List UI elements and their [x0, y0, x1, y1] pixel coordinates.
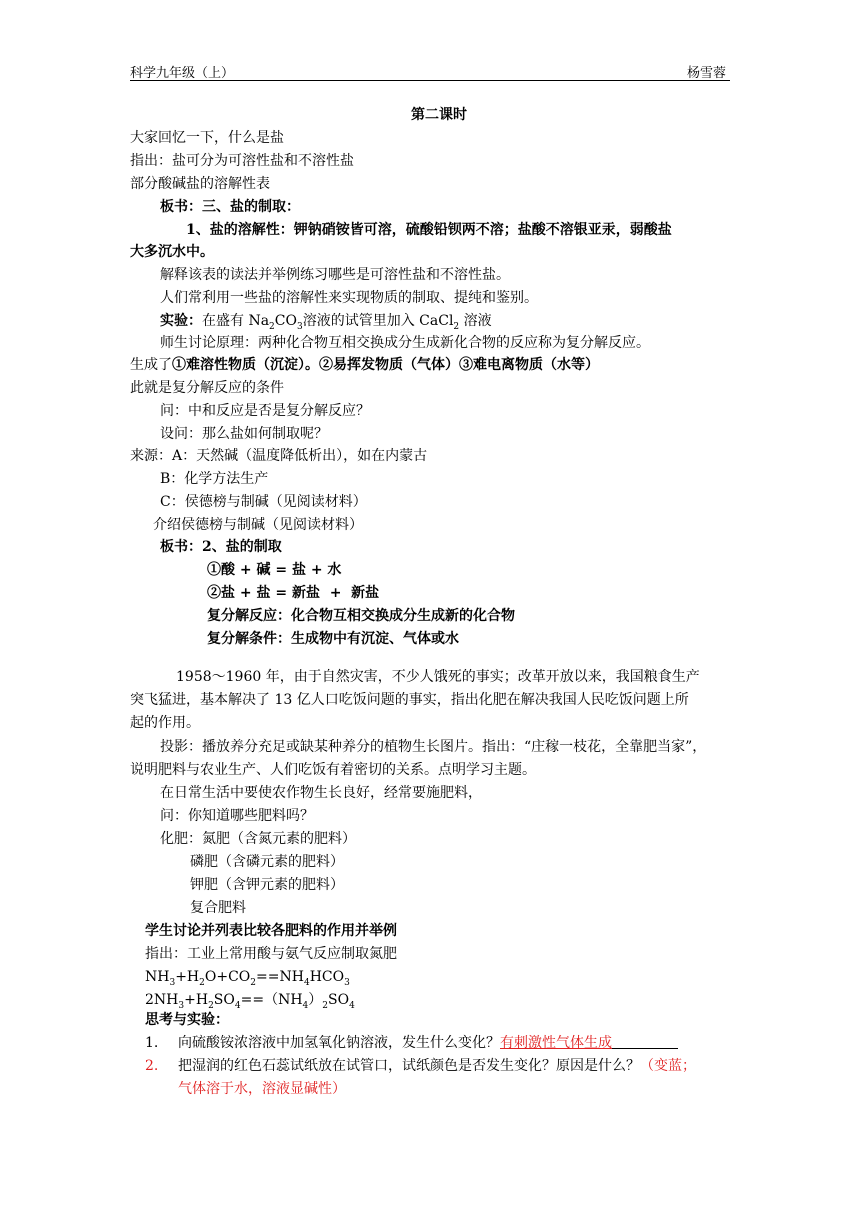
experiment-label: 实验：	[160, 313, 202, 329]
text-line: 来源：A：天然碱（温度降低析出），如在内蒙古	[130, 448, 428, 464]
page-header	[130, 62, 730, 81]
fertilizer-item: 钾肥（含钾元素的肥料）	[190, 877, 344, 893]
paragraph-line: 问：你知道哪些肥料吗？	[160, 808, 314, 824]
chemical-equation: $2NH_3+H_2SO_4==(NH_4)_2SO_4$	[145, 992, 355, 1011]
text-line: 部分酸碱盐的溶解性表	[130, 176, 270, 192]
equation-line: ②盐 + 盐 = 新盐 + 新盐	[207, 585, 380, 601]
answer-text: 气体溶于水，溶液显碱性）	[178, 1081, 346, 1097]
definition-line: 复分解条件：生成物中有沉淀、气体或水	[207, 631, 459, 647]
paragraph-line: 突飞猛进，基本解决了 13 亿人口吃饭问题的事实，指出化肥在解决我国人民吃饭问题上所	[130, 692, 689, 708]
fertilizer-item: 化肥：氮肥（含氮元素的肥料）	[160, 831, 356, 847]
fertilizer-item: 复合肥料	[190, 900, 246, 916]
question-1: 向硫酸铵浓溶液中加氢氧化钠溶液，发生什么变化？有刺激性气体生成	[178, 1034, 678, 1052]
question-2: 把湿润的红色石蕊试纸放在试管口，试纸颜色是否发生变化？原因是什么？（变蓝；	[178, 1058, 696, 1074]
text-line: 师生讨论原理：两种化合物互相交换成分生成新化合物的反应称为复分解反应。	[160, 335, 650, 351]
conditions-line: 生成了①难溶性物质（沉淀）。②易挥发物质（气体）③难电离物质（水等）	[130, 357, 599, 373]
question-number: 2.	[145, 1058, 159, 1074]
equation-line: ①酸 + 碱 = 盐 + 水	[207, 562, 342, 578]
discussion-heading: 学生讨论并列表比较各肥料的作用并举例	[145, 923, 397, 939]
text-line: 大多沉水中。	[130, 244, 214, 260]
answer-blank	[612, 1034, 678, 1049]
text-line: 设问：那么盐如何制取呢？	[160, 426, 328, 442]
page-title: 第二课时	[411, 107, 467, 123]
paragraph-line: 起的作用。	[130, 715, 200, 731]
board-heading: 板书：2、盐的制取	[160, 539, 282, 555]
text-line: C：侯德榜与制碱（见阅读材料）	[160, 494, 367, 510]
fertilizer-item: 磷肥（含磷元素的肥料）	[190, 854, 344, 870]
text-line: 大家回忆一下，什么是盐	[130, 130, 284, 146]
board-heading: 板书：三、盐的制取：	[160, 199, 300, 215]
paragraph-line: 投影：播放养分充足或缺某种养分的植物生长图片。指出：“庄稼一枝花，全靠肥当家”，	[160, 739, 707, 755]
header-author: 杨雪蓉	[686, 66, 726, 81]
answer-text: （变蓝；	[640, 1058, 696, 1074]
text-line: B：化学方法生产	[160, 471, 269, 487]
chemical-equation: $NH_3+H_2O+CO_2==NH_4HCO_3$	[145, 969, 350, 988]
section-heading: 思考与实验：	[145, 1012, 229, 1028]
text-line: 人们常利用一些盐的溶解性来实现物质的制取、提纯和鉴别。	[160, 290, 538, 306]
text-line: 介绍侯德榜与制碱（见阅读材料）	[153, 517, 363, 533]
text-line: 此就是复分解反应的条件	[130, 380, 284, 396]
paragraph-line: 1958～1960 年，由于自然灾害，不少人饿死的事实；改革开放以来，我国粮食生产	[176, 669, 700, 685]
definition-line: 复分解反应：化合物互相交换成分生成新的化合物	[207, 608, 515, 624]
text-line: 问：中和反应是否是复分解反应？	[160, 403, 370, 419]
experiment-line: 实验：在盛有 $Na_2CO_3$溶液的试管里加入 CaCl$_2$ 溶液	[160, 313, 492, 332]
paragraph-line: 在日常生活中要使农作物生长良好，经常要施肥料，	[160, 785, 482, 801]
paragraph-line: 指出：工业上常用酸与氨气反应制取氮肥	[145, 946, 397, 962]
paragraph-line: 说明肥料与农业生产、人们吃饭有着密切的关系。点明学习主题。	[130, 762, 536, 778]
text-line: 指出：盐可分为可溶性盐和不溶性盐	[130, 153, 354, 169]
text-line: 解释该表的读法并举例练习哪些是可溶性盐和不溶性盐。	[160, 267, 510, 283]
header-course: 科学九年级（上）	[130, 66, 235, 81]
question-number: 1.	[145, 1035, 159, 1051]
answer-text: 有刺激性气体生成	[500, 1035, 612, 1051]
text-line: 1、盐的溶解性：钾钠硝铵皆可溶，硫酸铅钡两不溶；盐酸不溶银亚汞，弱酸盐	[186, 222, 672, 238]
